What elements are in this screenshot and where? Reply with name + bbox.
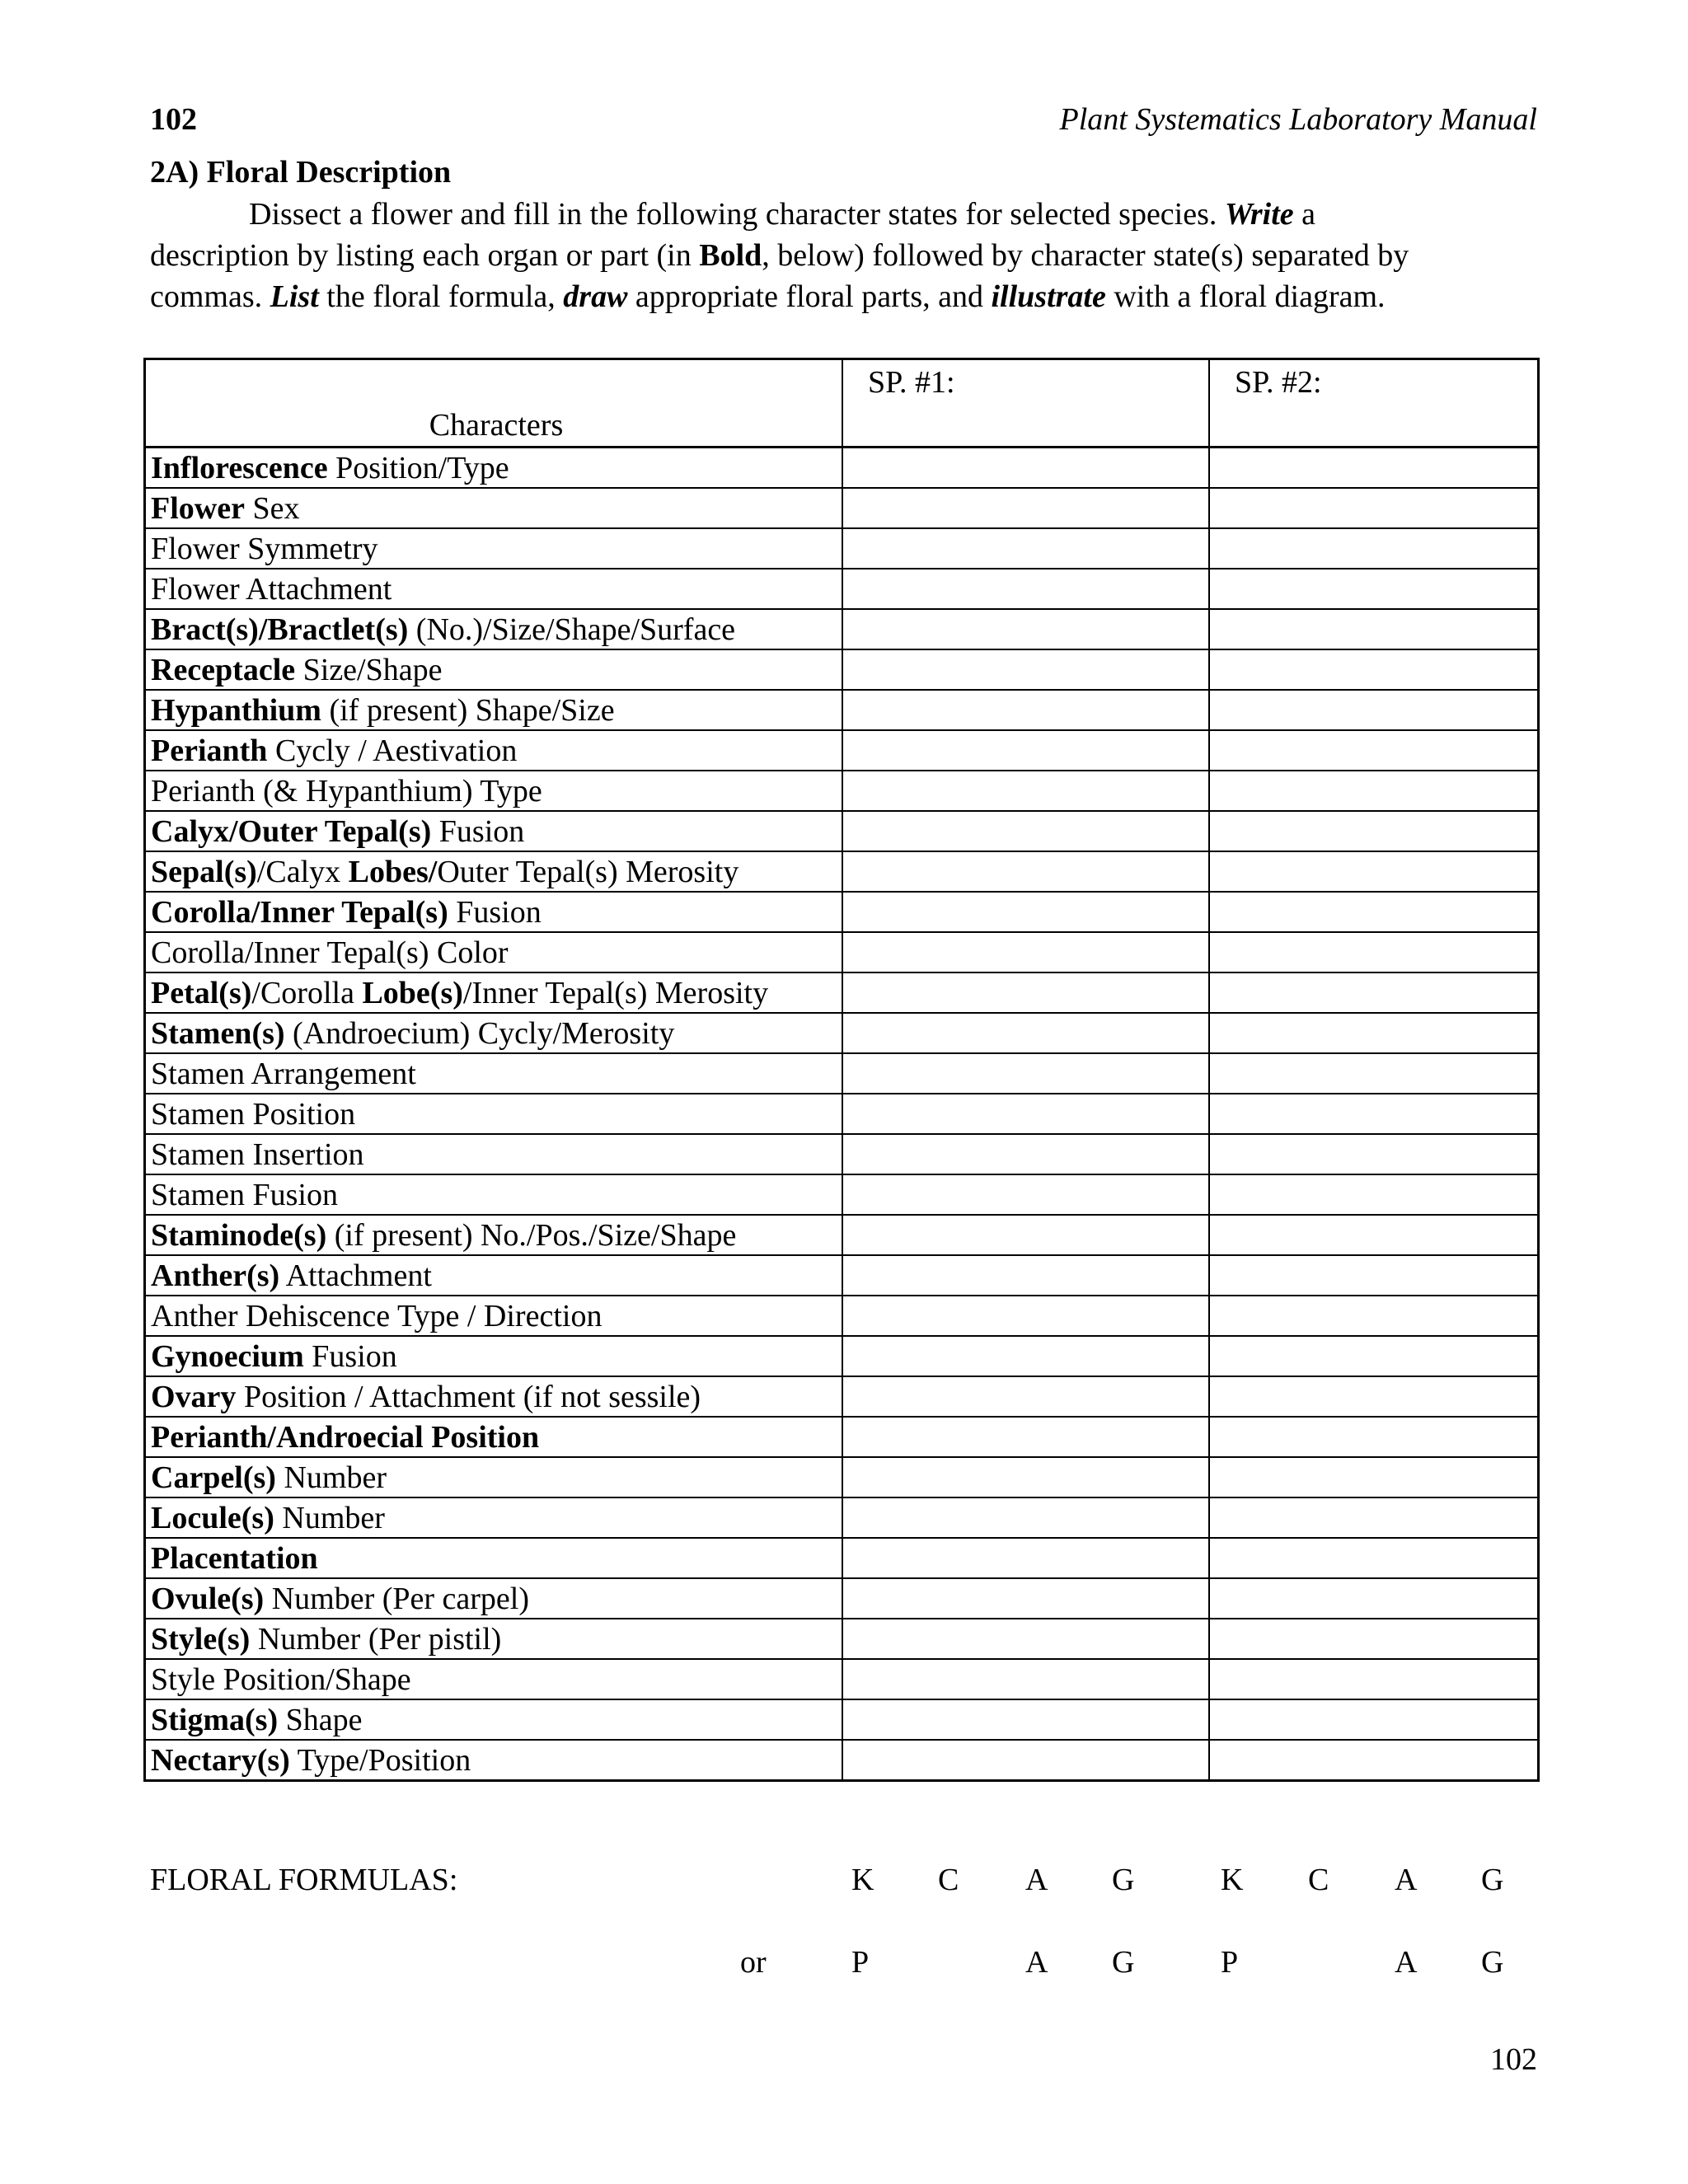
species-2-entry-cell[interactable] bbox=[1209, 811, 1539, 851]
table-row bbox=[145, 690, 1539, 730]
character-label bbox=[145, 972, 843, 1013]
table-header-row bbox=[145, 359, 1539, 448]
formula-symbol: K bbox=[1221, 1863, 1244, 1897]
species-1-entry-cell[interactable] bbox=[842, 1578, 1209, 1619]
character-state-text: Stamen Arrangement bbox=[151, 1056, 416, 1091]
character-state-text: Position / Attachment (if not sessile) bbox=[236, 1379, 701, 1414]
character-organ: Lobe(s) bbox=[362, 975, 463, 1010]
character-organ: Perianth/Androecial Position bbox=[151, 1419, 540, 1455]
species-1-entry-cell[interactable] bbox=[842, 851, 1209, 892]
character-organ: Sepal(s) bbox=[151, 854, 257, 889]
intro-emphasis-illustrate: illustrate bbox=[991, 279, 1106, 314]
character-organ: Placentation bbox=[151, 1540, 318, 1576]
character-label bbox=[145, 892, 843, 932]
intro-text: , below) followed by character state(s) separated by bbox=[762, 238, 1409, 273]
species-2-entry-cell[interactable] bbox=[1209, 609, 1539, 649]
table-row bbox=[145, 1538, 1539, 1578]
header-book-title: Plant Systematics Laboratory Manual bbox=[1059, 102, 1537, 137]
species-2-entry-cell[interactable] bbox=[1209, 1619, 1539, 1659]
species-2-entry-cell[interactable] bbox=[1209, 1134, 1539, 1174]
species-1-entry-cell[interactable] bbox=[842, 1699, 1209, 1740]
species-1-entry-cell[interactable] bbox=[842, 892, 1209, 932]
species-1-entry-cell[interactable] bbox=[842, 1619, 1209, 1659]
table-row bbox=[145, 972, 1539, 1013]
character-state-text: Number bbox=[275, 1460, 387, 1495]
species-1-entry-cell[interactable] bbox=[842, 528, 1209, 569]
character-label bbox=[145, 932, 843, 972]
header-species-1: SP. #1: bbox=[842, 359, 1209, 448]
table-row bbox=[145, 851, 1539, 892]
table-row bbox=[145, 1134, 1539, 1174]
table-row bbox=[145, 1740, 1539, 1781]
species-2-entry-cell[interactable] bbox=[1209, 771, 1539, 811]
intro-paragraph bbox=[150, 194, 1551, 317]
character-state-text: (Androecium) Cycly/Merosity bbox=[284, 1015, 675, 1051]
character-state-text: Stamen Position bbox=[151, 1096, 356, 1132]
species-2-entry-cell[interactable] bbox=[1209, 892, 1539, 932]
character-label bbox=[145, 690, 843, 730]
formula-symbol: G bbox=[1112, 1945, 1135, 1980]
intro-text: commas. bbox=[150, 279, 270, 314]
species-1-entry-cell[interactable] bbox=[842, 771, 1209, 811]
table-row bbox=[145, 609, 1539, 649]
character-label bbox=[145, 1134, 843, 1174]
character-state-text: Flower Attachment bbox=[151, 571, 392, 607]
character-state-text: Size/Shape bbox=[295, 652, 443, 687]
character-state-text: /Calyx bbox=[256, 854, 349, 889]
character-state-text: Shape bbox=[278, 1702, 363, 1737]
species-1-entry-cell[interactable] bbox=[842, 1215, 1209, 1255]
formula-symbol: K bbox=[851, 1863, 874, 1897]
character-state-text: Corolla/Inner Tepal(s) Color bbox=[151, 935, 509, 970]
formula-symbol: A bbox=[1395, 1863, 1418, 1897]
table-row bbox=[145, 649, 1539, 690]
character-label bbox=[145, 1376, 843, 1417]
formula-symbol: A bbox=[1025, 1863, 1048, 1897]
table-row bbox=[145, 1336, 1539, 1376]
intro-text: appropriate floral parts, and bbox=[627, 279, 992, 314]
table-row bbox=[145, 528, 1539, 569]
character-label bbox=[145, 851, 843, 892]
character-organ: Receptacle bbox=[151, 652, 296, 687]
character-label bbox=[145, 771, 843, 811]
table-row bbox=[145, 1094, 1539, 1134]
formula-symbol: P bbox=[851, 1945, 870, 1980]
species-1-entry-cell[interactable] bbox=[842, 811, 1209, 851]
character-state-text: Style Position/Shape bbox=[151, 1661, 411, 1697]
table-row bbox=[145, 1255, 1539, 1296]
footer-page-number: 102 bbox=[1490, 2042, 1537, 2077]
species-2-entry-cell[interactable] bbox=[1209, 488, 1539, 528]
species-2-entry-cell[interactable] bbox=[1209, 1578, 1539, 1619]
character-state-text: (if present) Shape/Size bbox=[321, 692, 615, 728]
species-2-entry-cell[interactable] bbox=[1209, 1336, 1539, 1376]
species-1-entry-cell[interactable] bbox=[842, 569, 1209, 609]
floral-formulas-label: FLORAL FORMULAS: bbox=[150, 1863, 458, 1897]
table-row bbox=[145, 1013, 1539, 1053]
character-organ: Flower bbox=[151, 490, 245, 526]
intro-emphasis-draw: draw bbox=[563, 279, 628, 314]
species-1-entry-cell[interactable] bbox=[842, 649, 1209, 690]
character-label bbox=[145, 1740, 843, 1781]
header-species-2: SP. #2: bbox=[1209, 359, 1539, 448]
species-1-entry-cell[interactable] bbox=[842, 1336, 1209, 1376]
floral-formulas-or: or bbox=[740, 1945, 767, 1980]
character-organ: Ovary bbox=[151, 1379, 237, 1414]
character-organ: Ovule(s) bbox=[151, 1581, 265, 1616]
table-row bbox=[145, 730, 1539, 771]
formula-symbol: P bbox=[1221, 1945, 1239, 1980]
table-row bbox=[145, 1619, 1539, 1659]
character-label bbox=[145, 569, 843, 609]
species-1-entry-cell[interactable] bbox=[842, 1134, 1209, 1174]
character-label bbox=[145, 1255, 843, 1296]
species-2-entry-cell[interactable] bbox=[1209, 1699, 1539, 1740]
character-state-text: Stamen Insertion bbox=[151, 1137, 364, 1172]
intro-emphasis-bold: Bold bbox=[699, 238, 762, 273]
species-1-entry-cell[interactable] bbox=[842, 1013, 1209, 1053]
species-1-entry-cell[interactable] bbox=[842, 1457, 1209, 1497]
character-organ: Lobes/ bbox=[348, 854, 438, 889]
character-label bbox=[145, 730, 843, 771]
character-state-text: Number (Per pistil) bbox=[250, 1621, 502, 1657]
character-organ: Calyx/Outer Tepal(s) bbox=[151, 813, 432, 849]
character-label bbox=[145, 448, 843, 489]
character-label bbox=[145, 528, 843, 569]
species-1-entry-cell[interactable] bbox=[842, 1053, 1209, 1094]
character-state-text: Anther Dehiscence Type / Direction bbox=[151, 1298, 603, 1333]
table-row bbox=[145, 1659, 1539, 1699]
species-2-entry-cell[interactable] bbox=[1209, 448, 1539, 489]
character-state-text: Attachment bbox=[279, 1258, 432, 1293]
character-state-text: /Inner Tepal(s) Merosity bbox=[462, 975, 769, 1010]
character-organ: Staminode(s) bbox=[151, 1217, 327, 1253]
species-1-entry-cell[interactable] bbox=[842, 1296, 1209, 1336]
species-1-entry-cell[interactable] bbox=[842, 1740, 1209, 1781]
formula-symbol: G bbox=[1481, 1863, 1504, 1897]
character-label bbox=[145, 1094, 843, 1134]
species-2-entry-cell[interactable] bbox=[1209, 1497, 1539, 1538]
species-2-entry-cell[interactable] bbox=[1209, 730, 1539, 771]
character-organ: Locule(s) bbox=[151, 1500, 274, 1535]
character-label bbox=[145, 1619, 843, 1659]
character-state-text: Stamen Fusion bbox=[151, 1177, 338, 1212]
character-state-text: Type/Position bbox=[289, 1742, 471, 1778]
character-organ: Perianth bbox=[151, 733, 268, 768]
species-2-entry-cell[interactable] bbox=[1209, 649, 1539, 690]
intro-text: description by listing each organ or part (in bbox=[150, 238, 700, 273]
intro-emphasis-list: List bbox=[270, 279, 319, 314]
species-1-entry-cell[interactable] bbox=[842, 932, 1209, 972]
character-label bbox=[145, 1215, 843, 1255]
character-state-text: Sex bbox=[244, 490, 300, 526]
character-organ: Style(s) bbox=[151, 1621, 251, 1657]
species-1-entry-cell[interactable] bbox=[842, 1417, 1209, 1457]
character-label bbox=[145, 1174, 843, 1215]
species-2-entry-cell[interactable] bbox=[1209, 1094, 1539, 1134]
character-label bbox=[145, 1053, 843, 1094]
intro-line-1 bbox=[150, 194, 1551, 235]
character-state-text: /Corolla bbox=[251, 975, 363, 1010]
character-label bbox=[145, 609, 843, 649]
character-label bbox=[145, 1578, 843, 1619]
table-row bbox=[145, 1699, 1539, 1740]
header-page-number: 102 bbox=[150, 102, 197, 137]
character-organ: Nectary(s) bbox=[151, 1742, 290, 1778]
formula-symbol: G bbox=[1112, 1863, 1135, 1897]
character-state-text: (No.)/Size/Shape/Surface bbox=[408, 612, 736, 647]
character-organ: Stigma(s) bbox=[151, 1702, 279, 1737]
character-state-text: Number (Per carpel) bbox=[264, 1581, 530, 1616]
header-characters: Characters bbox=[145, 359, 843, 448]
species-2-entry-cell[interactable] bbox=[1209, 569, 1539, 609]
species-2-entry-cell[interactable] bbox=[1209, 972, 1539, 1013]
species-2-entry-cell[interactable] bbox=[1209, 932, 1539, 972]
character-state-text: (if present) No./Pos./Size/Shape bbox=[326, 1217, 737, 1253]
table-row bbox=[145, 811, 1539, 851]
character-label bbox=[145, 1296, 843, 1336]
character-label bbox=[145, 1336, 843, 1376]
table-row bbox=[145, 569, 1539, 609]
table-row bbox=[145, 1578, 1539, 1619]
character-label bbox=[145, 1659, 843, 1699]
species-1-entry-cell[interactable] bbox=[842, 1174, 1209, 1215]
table-row bbox=[145, 1457, 1539, 1497]
species-2-entry-cell[interactable] bbox=[1209, 1013, 1539, 1053]
intro-emphasis-write: Write bbox=[1224, 197, 1294, 232]
intro-text: the floral formula, bbox=[318, 279, 564, 314]
character-state-text: Flower Symmetry bbox=[151, 531, 378, 566]
character-organ: Bract(s)/Bractlet(s) bbox=[151, 612, 409, 647]
species-1-entry-cell[interactable] bbox=[842, 972, 1209, 1013]
character-label bbox=[145, 1457, 843, 1497]
table-row bbox=[145, 932, 1539, 972]
species-1-entry-cell[interactable] bbox=[842, 1538, 1209, 1578]
species-1-entry-cell[interactable] bbox=[842, 690, 1209, 730]
species-2-entry-cell[interactable] bbox=[1209, 1740, 1539, 1781]
character-organ: Inflorescence bbox=[151, 450, 328, 485]
species-2-entry-cell[interactable] bbox=[1209, 1174, 1539, 1215]
intro-line-2 bbox=[150, 235, 1551, 276]
table-row bbox=[145, 448, 1539, 489]
species-1-entry-cell[interactable] bbox=[842, 1659, 1209, 1699]
character-label bbox=[145, 1497, 843, 1538]
intro-line-3 bbox=[150, 276, 1551, 317]
species-2-entry-cell[interactable] bbox=[1209, 690, 1539, 730]
species-1-entry-cell[interactable] bbox=[842, 1497, 1209, 1538]
character-organ: Corolla/Inner Tepal(s) bbox=[151, 894, 448, 930]
species-2-entry-cell[interactable] bbox=[1209, 1053, 1539, 1094]
floral-characters-table bbox=[143, 358, 1540, 1782]
table-row bbox=[145, 1417, 1539, 1457]
character-organ: Hypanthium bbox=[151, 692, 321, 728]
table-row bbox=[145, 771, 1539, 811]
species-2-entry-cell[interactable] bbox=[1209, 1417, 1539, 1457]
character-state-text: Cycly / Aestivation bbox=[267, 733, 518, 768]
formula-symbol: C bbox=[1308, 1863, 1329, 1897]
table-row bbox=[145, 1053, 1539, 1094]
table-row bbox=[145, 892, 1539, 932]
species-1-entry-cell[interactable] bbox=[842, 448, 1209, 489]
species-2-entry-cell[interactable] bbox=[1209, 1659, 1539, 1699]
character-organ: Gynoecium bbox=[151, 1338, 304, 1374]
character-label bbox=[145, 488, 843, 528]
character-label bbox=[145, 811, 843, 851]
character-state-text: Fusion bbox=[303, 1338, 397, 1374]
character-state-text: Number bbox=[274, 1500, 385, 1535]
species-1-entry-cell[interactable] bbox=[842, 1255, 1209, 1296]
species-2-entry-cell[interactable] bbox=[1209, 528, 1539, 569]
intro-text: Dissect a flower and fill in the following character states for selected species. bbox=[249, 197, 1225, 232]
formula-symbol: A bbox=[1395, 1945, 1418, 1980]
character-state-text: Fusion bbox=[448, 894, 542, 930]
species-2-entry-cell[interactable] bbox=[1209, 1538, 1539, 1578]
character-label bbox=[145, 1417, 843, 1457]
section-title: 2A) Floral Description bbox=[150, 155, 452, 190]
species-2-entry-cell[interactable] bbox=[1209, 851, 1539, 892]
species-2-entry-cell[interactable] bbox=[1209, 1376, 1539, 1417]
table-row bbox=[145, 1215, 1539, 1255]
species-1-entry-cell[interactable] bbox=[842, 1094, 1209, 1134]
formula-symbol: G bbox=[1481, 1945, 1504, 1980]
species-1-entry-cell[interactable] bbox=[842, 730, 1209, 771]
character-state-text: Fusion bbox=[431, 813, 525, 849]
character-organ: Petal(s) bbox=[151, 975, 252, 1010]
character-label bbox=[145, 649, 843, 690]
character-organ: Stamen(s) bbox=[151, 1015, 285, 1051]
species-1-entry-cell[interactable] bbox=[842, 488, 1209, 528]
species-2-entry-cell[interactable] bbox=[1209, 1296, 1539, 1336]
table-row bbox=[145, 488, 1539, 528]
table-row bbox=[145, 1296, 1539, 1336]
character-state-text: Outer Tepal(s) Merosity bbox=[437, 854, 739, 889]
character-label bbox=[145, 1013, 843, 1053]
character-state-text: Perianth (& Hypanthium) Type bbox=[151, 773, 542, 808]
character-state-text: Position/Type bbox=[327, 450, 509, 485]
table-row bbox=[145, 1174, 1539, 1215]
species-2-entry-cell[interactable] bbox=[1209, 1255, 1539, 1296]
species-1-entry-cell[interactable] bbox=[842, 1376, 1209, 1417]
character-label bbox=[145, 1538, 843, 1578]
table-row bbox=[145, 1497, 1539, 1538]
formula-symbol: A bbox=[1025, 1945, 1048, 1980]
formula-symbol: C bbox=[938, 1863, 959, 1897]
character-organ: Carpel(s) bbox=[151, 1460, 276, 1495]
character-label bbox=[145, 1699, 843, 1740]
species-2-entry-cell[interactable] bbox=[1209, 1457, 1539, 1497]
table-row bbox=[145, 1376, 1539, 1417]
intro-text: with a floral diagram. bbox=[1105, 279, 1386, 314]
species-1-entry-cell[interactable] bbox=[842, 609, 1209, 649]
species-2-entry-cell[interactable] bbox=[1209, 1215, 1539, 1255]
character-organ: Anther(s) bbox=[151, 1258, 280, 1293]
intro-text: a bbox=[1293, 197, 1316, 232]
